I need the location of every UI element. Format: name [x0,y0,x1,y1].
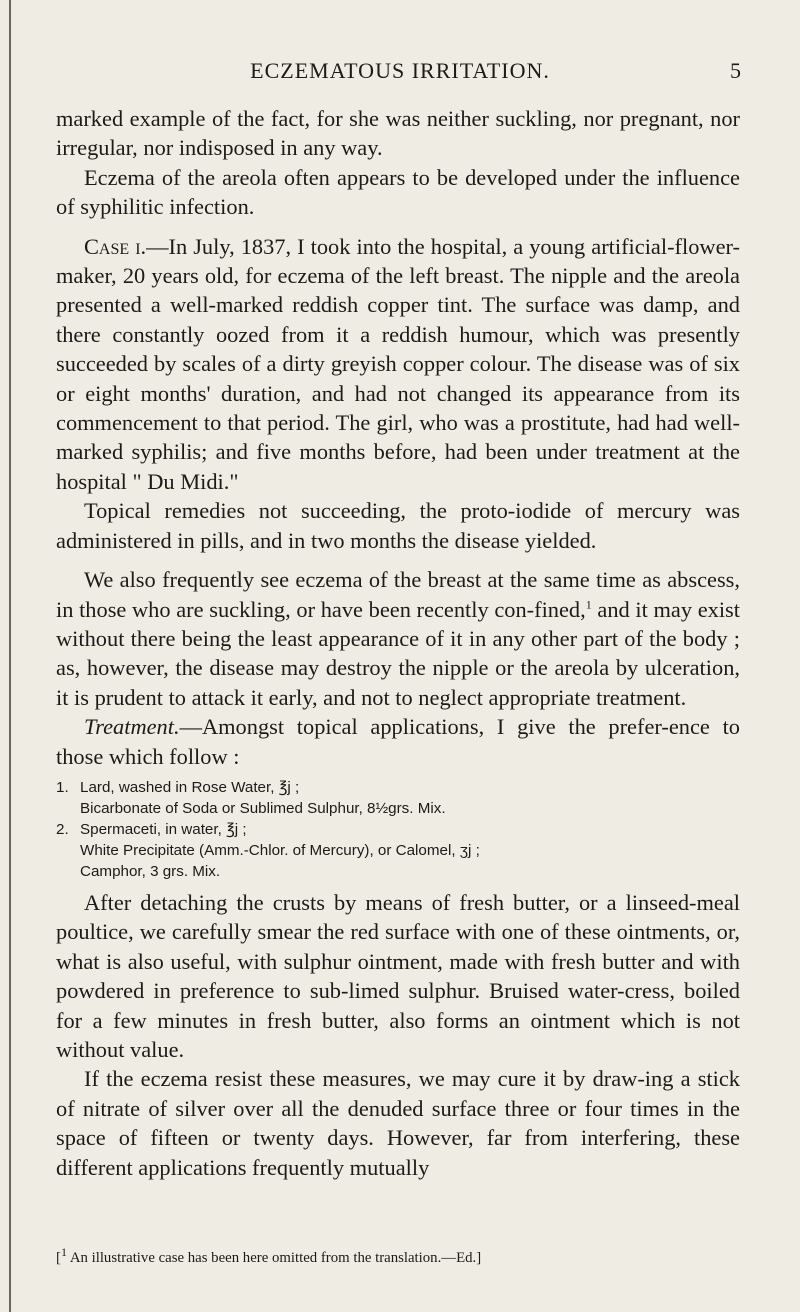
recipe-2-text-2: White Precipitate (Amm.-Chlor. of Mercury), or Calomel, ʒj ; [80,841,480,859]
abscess-text-b: and it may exist without there being the least appearance of it in any other part of the body ; as, however, the disease may destroy the nipple or the areola by ulceration, it is prudent to attack it early, and not to neglect appropriate treatment. [56,596,740,710]
recipe-2-line-2 [56,840,740,861]
page-number: 5 [730,58,741,83]
recipe-2-number: 2. [56,820,69,838]
recipe-1-line-1 [56,777,740,798]
paragraph-ointment: After detaching the crusts by means of fresh butter, or a linseed-meal poultice, we carefully smear the red surface with one of these ointments, or, what is also useful, with sulphur ointment, made with fresh butter and with powdered in preference to sub-limed sulphur. Bruised water-cress, boiled for a few minutes in fresh butter, also forms an ointment which is not without value. [56,889,740,1062]
running-head: ECZEMATOUS IRRITATION. [250,58,550,83]
paragraph-nitrate: If the eczema resist these measures, we may cure it by draw-ing a stick of nitrate of silver over all the denuded surface three or four times in the space of fifteen or twenty days. However, far from interfering, these different applications frequently mutually [56,1066,740,1180]
recipe-1-line-2 [56,798,740,819]
recipe-1-number: 1. [56,778,69,796]
recipe-1-text-1: Lard, washed in Rose Water, ℥j ; [80,778,300,796]
footnote-open-bracket: [ [56,1250,61,1266]
recipe-2-text-1: Spermaceti, in water, ℥j ; [80,820,247,838]
case-text: —In July, 1837, I took into the hospital, a young artificial-flower-maker, 20 years old, for eczema of the left breast. The nipple and the areola presented a well-marked reddish copper tint. The surface was damp, and there constantly oozed from it a reddish humour, which was presently succeeded by scales of a dirty greyish copper colour. The disease was of six or eight months' duration, and had not changed its appearance from its commencement to that period. The girl, who was a prostitute, had had well-marked syphilis; and five months before, had been under treatment at the hospital " Du Midi." [56,233,740,494]
page-header [0,58,800,92]
recipe-list [56,777,740,882]
recipe-1-text-2: Bicarbonate of Soda or Sublimed Sulphur, 8½grs. Mix. [80,799,446,817]
footnote [56,1245,740,1268]
recipe-2-line-3 [56,861,740,882]
paragraph-case-1 [56,232,740,497]
paragraph-continuation: marked example of the fact, for she was neither suckling, nor pregnant, nor irregular, nor indisposed in any way. [56,106,740,161]
paragraph-abscess [56,565,740,712]
recipe-2-line-1 [56,819,740,840]
paragraph-treatment [56,712,740,771]
page-edge-rule [9,0,11,1312]
treatment-text: —Amongst topical applications, I give the prefer-ence to those which follow : [56,714,740,769]
case-label: Case i. [84,233,147,259]
recipe-2-text-3: Camphor, 3 grs. Mix. [80,862,221,880]
footnote-ref: 1 [585,597,592,612]
footnote-mark: 1 [60,1245,67,1260]
treatment-label: Treatment. [84,714,180,740]
body-text [56,104,740,1182]
paragraph-topical: Topical remedies not succeeding, the proto-iodide of mercury was administered in pills, and in two months the disease yielded. [56,498,740,553]
footnote-text: An illustrative case has been here omitted from the translation.—Ed.] [66,1250,482,1266]
paragraph-areola: Eczema of the areola often appears to be developed under the influence of syphilitic infection. [56,164,740,220]
abscess-text-a: We also frequently see eczema of the breast at the same time as abscess, in those who are suckling, or have been recently con-fined, [56,567,740,622]
